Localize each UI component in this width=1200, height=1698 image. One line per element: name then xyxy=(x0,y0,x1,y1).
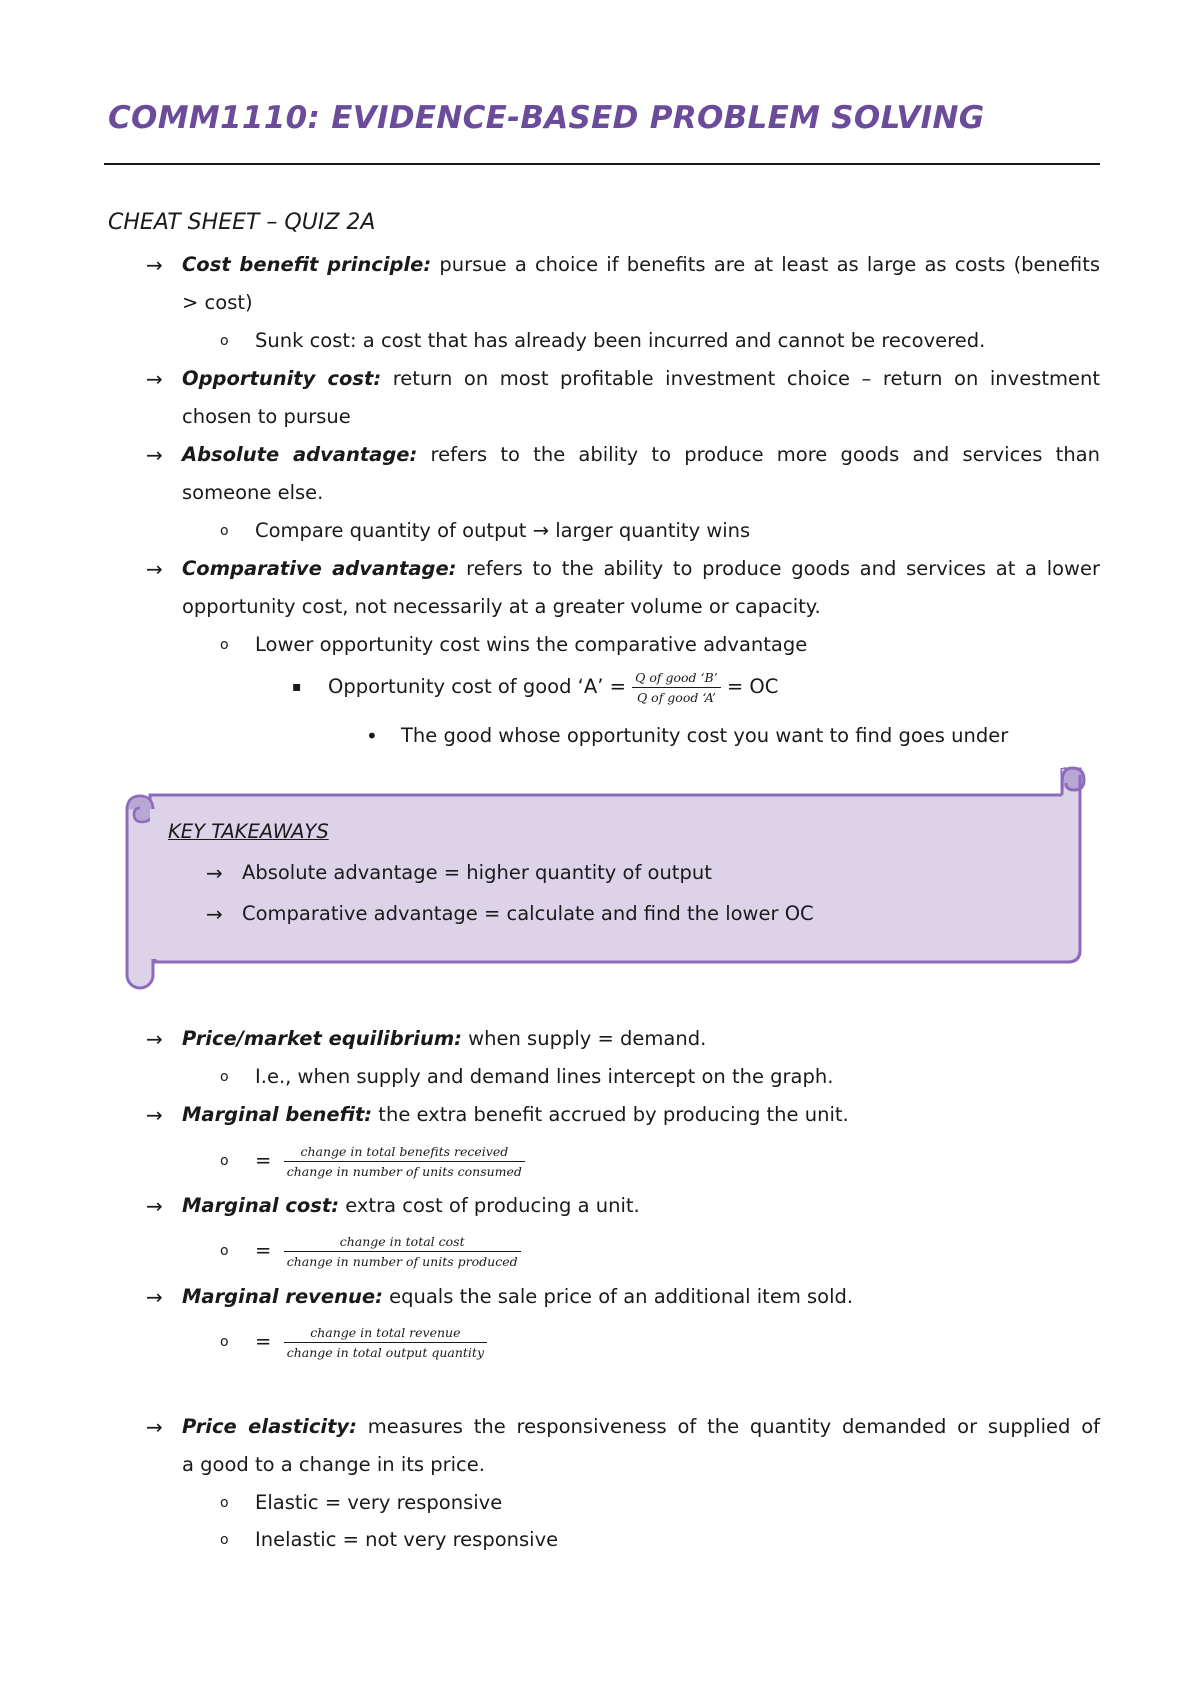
circle-bullet-icon: o xyxy=(220,1069,229,1085)
circle-bullet-icon: o xyxy=(220,1495,229,1511)
dot-bullet-icon: • xyxy=(366,724,378,748)
circle-bullet-icon: o xyxy=(220,523,229,539)
cost-benefit-text: pursue a choice if benefits are at least as large as costs (benefits xyxy=(431,253,1100,276)
marginal-cost-term: Marginal cost: xyxy=(182,1194,340,1217)
arrow-bullet-icon: → xyxy=(146,1027,163,1051)
price-elasticity-term: Price elasticity: xyxy=(182,1415,357,1438)
oc-formula-denominator: Q of good ‘A’ xyxy=(636,690,716,705)
marginal-cost-denominator: change in number of units produced xyxy=(286,1254,518,1269)
arrow-bullet-icon: → xyxy=(206,902,223,926)
marginal-revenue-item xyxy=(182,1285,853,1309)
circle-bullet-icon: o xyxy=(220,333,229,349)
price-elasticity-item xyxy=(182,1415,1100,1439)
document-title: COMM1110: EVIDENCE-BASED PROBLEM SOLVING xyxy=(108,100,985,136)
equals-sign: = xyxy=(255,1239,272,1262)
marginal-benefit-term: Marginal benefit: xyxy=(182,1103,373,1126)
marginal-benefit-item xyxy=(182,1103,849,1127)
square-bullet-icon: ▪ xyxy=(292,679,302,695)
arrow-bullet-icon: → xyxy=(146,253,163,277)
marginal-cost-item xyxy=(182,1194,640,1218)
marginal-cost-fraction xyxy=(284,1234,521,1269)
marginal-revenue-formula xyxy=(255,1317,487,1367)
equilibrium-item xyxy=(182,1027,706,1051)
circle-bullet-icon: o xyxy=(220,1153,229,1169)
circle-bullet-icon: o xyxy=(220,1243,229,1259)
price-elasticity-continuation: a good to a change in its price. xyxy=(182,1453,485,1476)
equals-sign: = xyxy=(255,1330,272,1353)
marginal-revenue-text: equals the sale price of an additional item sold. xyxy=(382,1285,854,1308)
price-elasticity-text: measures the responsiveness of the quantity demanded or supplied of xyxy=(356,1415,1100,1438)
absolute-advantage-term: Absolute advantage: xyxy=(182,443,418,466)
absolute-advantage-text: refers to the ability to produce more goods and services than xyxy=(417,443,1100,466)
inelastic-item: Inelastic = not very responsive xyxy=(255,1528,559,1551)
marginal-revenue-fraction xyxy=(284,1325,487,1360)
marginal-revenue-numerator: change in total revenue xyxy=(284,1325,487,1343)
equilibrium-term: Price/market equilibrium: xyxy=(182,1027,462,1050)
marginal-benefit-formula xyxy=(255,1136,525,1186)
sunk-cost-item: Sunk cost: a cost that has already been incurred and cannot be recovered. xyxy=(255,329,986,352)
oc-note: The good whose opportunity cost you want to find goes under xyxy=(401,724,1009,747)
elastic-item: Elastic = very responsive xyxy=(255,1491,503,1514)
cost-benefit-term: Cost benefit principle: xyxy=(182,253,432,276)
marginal-cost-numerator: change in total cost xyxy=(284,1234,521,1252)
opportunity-cost-term: Opportunity cost: xyxy=(182,367,382,390)
arrow-bullet-icon: → xyxy=(146,367,163,391)
sheet-subtitle: CHEAT SHEET – QUIZ 2A xyxy=(108,210,376,235)
marginal-benefit-numerator: change in total benefits received xyxy=(284,1144,525,1162)
key-takeaway-item: Absolute advantage = higher quantity of output xyxy=(242,861,712,884)
arrow-bullet-icon: → xyxy=(146,557,163,581)
marginal-benefit-fraction xyxy=(284,1144,525,1179)
comparative-advantage-text: refers to the ability to produce goods and services at a lower xyxy=(456,557,1101,580)
marginal-cost-formula xyxy=(255,1226,521,1276)
cost-benefit-continuation: > cost) xyxy=(182,291,253,314)
key-takeaways-heading: KEY TAKEAWAYS xyxy=(168,820,329,843)
marginal-revenue-term: Marginal revenue: xyxy=(182,1285,383,1308)
arrow-bullet-icon: → xyxy=(206,861,223,885)
opportunity-cost-text: return on most profitable investment choice – return on investment xyxy=(381,367,1101,390)
equals-sign: = xyxy=(255,1149,272,1172)
arrow-bullet-icon: → xyxy=(146,1285,163,1309)
oc-formula-prefix: Opportunity cost of good ‘A’ = xyxy=(328,675,633,698)
marginal-cost-text: extra cost of producing a unit. xyxy=(339,1194,640,1217)
comparative-advantage-term: Comparative advantage: xyxy=(182,557,457,580)
circle-bullet-icon: o xyxy=(220,1532,229,1548)
marginal-benefit-text: the extra benefit accrued by producing the unit. xyxy=(372,1103,849,1126)
absolute-advantage-continuation: someone else. xyxy=(182,481,324,504)
equilibrium-text: when supply = demand. xyxy=(461,1027,707,1050)
equilibrium-subitem: I.e., when supply and demand lines intercept on the graph. xyxy=(255,1065,834,1088)
arrow-bullet-icon: → xyxy=(146,1103,163,1127)
arrow-bullet-icon: → xyxy=(146,443,163,467)
marginal-benefit-denominator: change in number of units consumed xyxy=(286,1164,522,1179)
oc-formula-numerator: Q of good ‘B’ xyxy=(632,670,721,688)
oc-formula-suffix: = OC xyxy=(720,675,779,698)
circle-bullet-icon: o xyxy=(220,637,229,653)
circle-bullet-icon: o xyxy=(220,1334,229,1350)
key-takeaway-item: Comparative advantage = calculate and find the lower OC xyxy=(242,902,814,925)
marginal-revenue-denominator: change in total output quantity xyxy=(286,1345,485,1360)
comparative-advantage-continuation: opportunity cost, not necessarily at a greater volume or capacity. xyxy=(182,595,821,618)
opportunity-cost-continuation: chosen to pursue xyxy=(182,405,351,428)
comparative-advantage-subitem: Lower opportunity cost wins the comparative advantage xyxy=(255,633,808,656)
arrow-bullet-icon: → xyxy=(146,1415,163,1439)
arrow-bullet-icon: → xyxy=(146,1194,163,1218)
absolute-advantage-subitem: Compare quantity of output → larger quantity wins xyxy=(255,519,751,542)
